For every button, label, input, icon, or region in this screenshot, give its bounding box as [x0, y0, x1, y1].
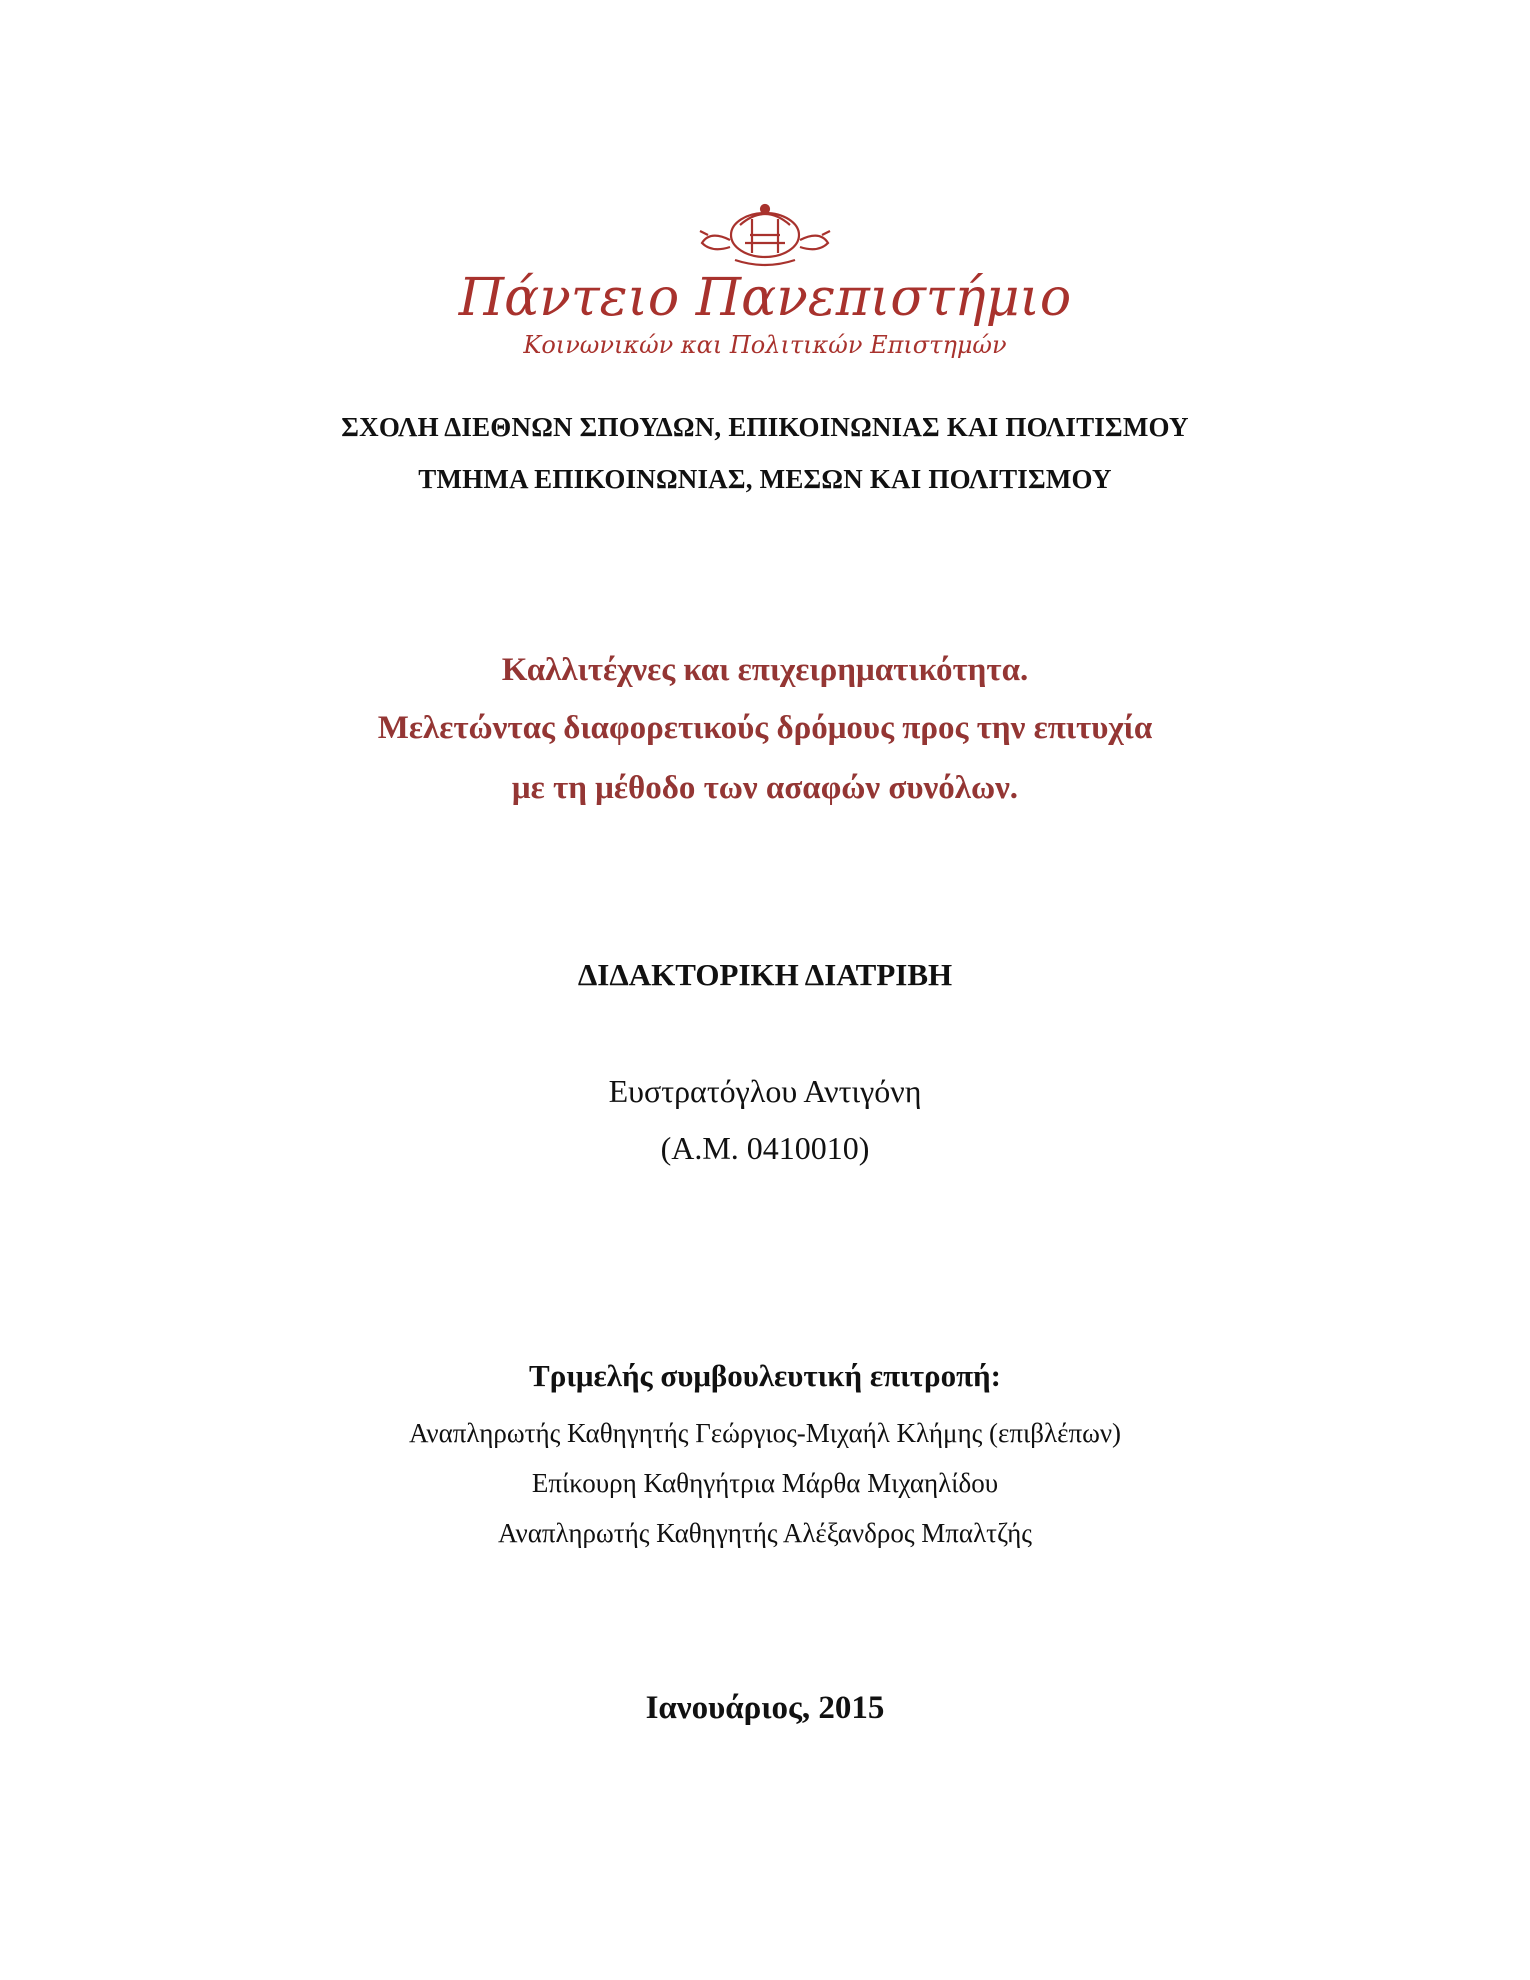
faculty-heading: ΣΧΟΛΗ ΔΙΕΘΝΩΝ ΣΠΟΥΔΩΝ, ΕΠΙΚΟΙΝΩΝΙΑΣ ΚΑΙ ΠΟΛΙΤΙΣΜΟΥ — [341, 412, 1189, 442]
committee-member: Επίκουρη Καθηγήτρια Μάρθα Μιχαηλίδου — [531, 1468, 999, 1498]
committee-member: Αναπληρωτής Καθηγητής Αλέξανδρος Μπαλτζής — [498, 1518, 1032, 1548]
committee-member: Αναπληρωτής Καθηγητής Γεώργιος-Μιχαήλ Κλήμης (επιβλέπων) — [408, 1418, 1122, 1448]
author-registration-number: (Α.Μ. 0410010) — [660, 1130, 870, 1166]
thesis-title-line-1: Καλλιτέχνες και επιχειρηματικότητα. — [501, 652, 1029, 688]
university-logo — [440, 195, 1090, 365]
university-logo-graphic — [440, 195, 1090, 365]
thesis-title-line-2: Μελετώντας διαφορετικούς δρόμους προς την επιτυχία — [377, 710, 1153, 746]
committee-heading: Τριμελής συμβουλευτική επιτροπή: — [529, 1358, 1001, 1393]
thesis-title-line-3: με τη μέθοδο των ασαφών συνόλων. — [511, 770, 1019, 806]
thesis-type-heading: ΔΙΔΑΚΤΟΡΙΚΗ ΔΙΑΤΡΙΒΗ — [577, 957, 953, 992]
submission-date: Ιανουάριος, 2015 — [645, 1690, 885, 1726]
logo-subtitle-text: Κοινωνικών και Πολιτικών Επιστημών — [523, 331, 1007, 359]
author-name: Ευστρατόγλου Αντιγόνη — [608, 1073, 922, 1109]
logo-name-text: Πάντειο Πανεπιστήμιο — [458, 268, 1072, 328]
department-heading: ΤΜΗΜΑ ΕΠΙΚΟΙΝΩΝΙΑΣ, ΜΕΣΩΝ ΚΑΙ ΠΟΛΙΤΙΣΜΟΥ — [418, 464, 1112, 494]
university-emblem-icon — [700, 205, 830, 265]
